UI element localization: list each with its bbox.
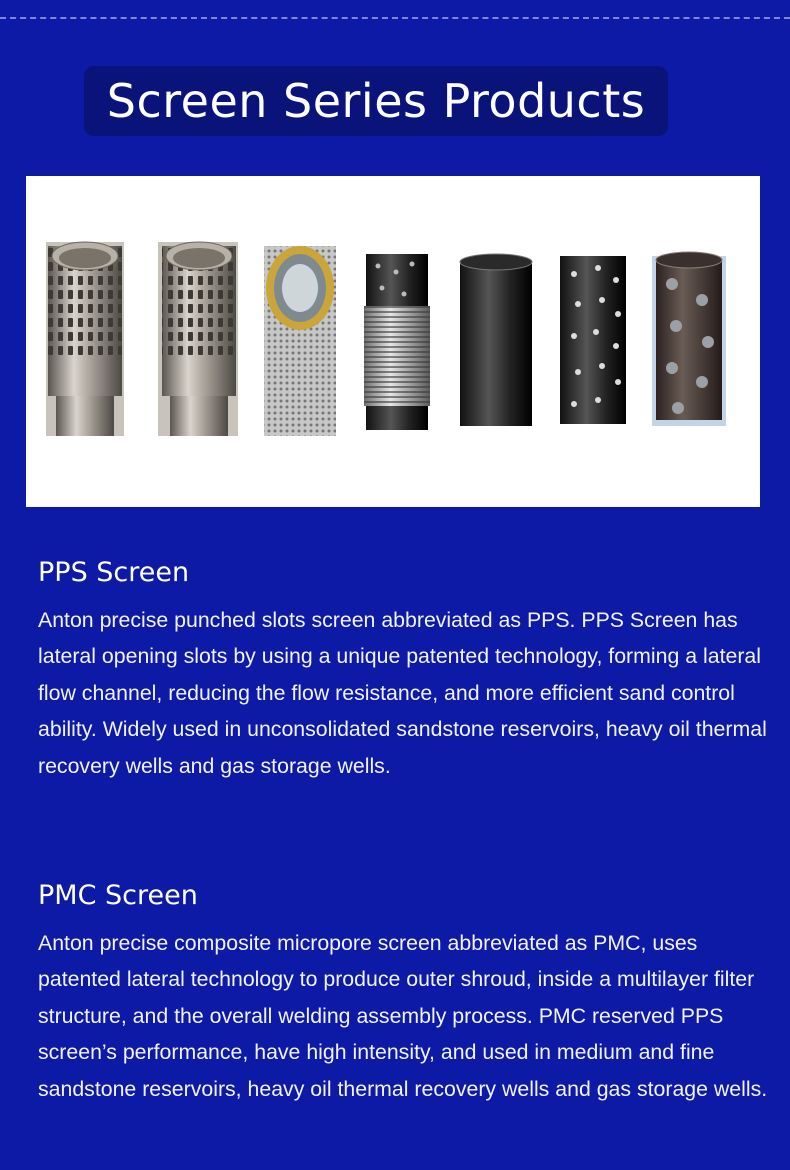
pmc-screen-description: Anton precise composite micropore screen abbreviated as PMC, uses patented lateral technology to produce outer shroud, inside a multilayer filter structure, and the overall welding assembly process. PMC reserved PPS screen’s performance, have high intensity, and used in medium and fine sandstone reservoirs, heavy oil thermal recovery wells and gas storage wells. — [38, 931, 768, 1101]
pmc-screen-heading: PMC Screen — [38, 880, 198, 911]
pps-screen-tube-icon — [46, 242, 124, 436]
page-title: Screen Series Products — [106, 74, 646, 128]
black-tube-icon — [460, 254, 532, 426]
pmc-screen-section — [38, 880, 778, 1107]
wire-wrap-screen-icon — [364, 254, 430, 430]
products-photo — [26, 176, 760, 507]
perforated-tube-icon — [560, 256, 626, 424]
top-dashed-divider — [0, 17, 790, 19]
star-hole-tube-icon — [652, 252, 726, 426]
pps-screen-tube-icon — [158, 242, 238, 436]
title-banner — [84, 66, 668, 136]
gold-mesh-screen-icon — [264, 246, 336, 436]
pps-screen-description: Anton precise punched slots screen abbreviated as PPS. PPS Screen has lateral opening slots by using a unique patented technology, forming a lateral flow channel, reducing the flow resistance, and more efficient sand control ability. Widely used in unconsolidated sandstone reservoirs, heavy oil thermal recovery wells and gas storage wells. — [38, 608, 767, 778]
pps-screen-section — [38, 557, 778, 784]
pps-screen-heading: PPS Screen — [38, 557, 190, 588]
